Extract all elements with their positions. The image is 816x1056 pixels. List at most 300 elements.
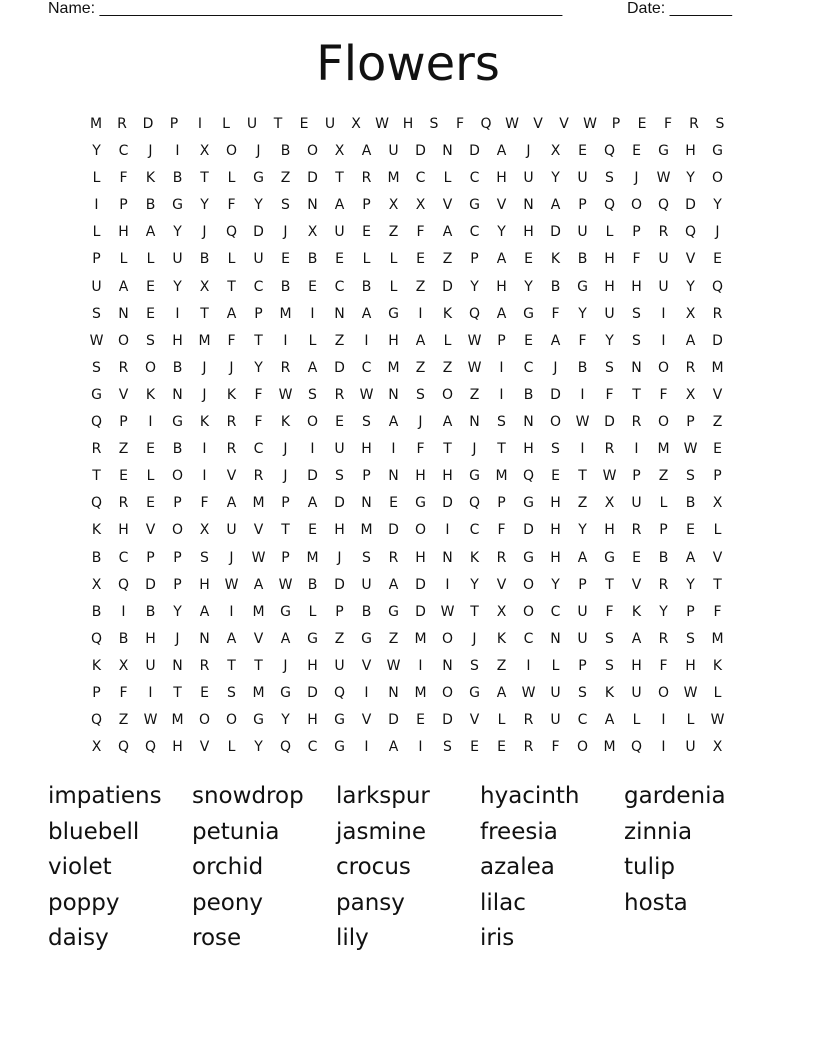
grid-letter[interactable]: V	[469, 712, 480, 729]
grid-letter[interactable]: D	[442, 712, 453, 729]
grid-letter[interactable]: Q	[603, 143, 616, 160]
grid-letter[interactable]: S	[605, 359, 614, 376]
grid-letter[interactable]: N	[334, 305, 345, 322]
grid-letter[interactable]: N	[172, 657, 183, 674]
grid-letter[interactable]: Q	[657, 197, 670, 214]
grid-letter[interactable]: L	[605, 224, 614, 241]
grid-letter[interactable]: R	[117, 116, 127, 132]
date-field[interactable]: Date: _______	[627, 0, 732, 17]
grid-letter[interactable]: L	[227, 170, 236, 187]
grid-letter[interactable]: A	[307, 359, 318, 376]
grid-letter[interactable]: Y	[605, 332, 614, 349]
grid-letter[interactable]: J	[148, 143, 153, 160]
grid-letter[interactable]: T	[227, 657, 236, 674]
grid-letter[interactable]: B	[361, 278, 372, 295]
grid-letter[interactable]: G	[712, 143, 723, 160]
grid-letter[interactable]: Y	[254, 197, 263, 214]
grid-letter[interactable]: B	[523, 386, 534, 403]
grid-letter[interactable]: I	[202, 468, 207, 485]
grid-letter[interactable]: L	[497, 712, 506, 729]
grid-letter[interactable]: H	[307, 657, 318, 674]
grid-letter[interactable]: Z	[388, 224, 399, 241]
grid-letter[interactable]: P	[578, 197, 587, 214]
grid-letter[interactable]: D	[604, 414, 615, 431]
grid-letter[interactable]: X	[685, 386, 696, 403]
grid-letter[interactable]: E	[416, 251, 425, 268]
grid-letter[interactable]: X	[550, 143, 561, 160]
grid-letter[interactable]: M	[414, 684, 427, 701]
grid-letter[interactable]: I	[364, 684, 369, 701]
grid-letter[interactable]: L	[551, 657, 560, 674]
grid-letter[interactable]: E	[146, 278, 155, 295]
grid-letter[interactable]: G	[172, 197, 183, 214]
grid-letter[interactable]: X	[307, 224, 318, 241]
grid-letter[interactable]: D	[142, 116, 154, 132]
grid-letter[interactable]: B	[145, 603, 156, 620]
grid-letter[interactable]: A	[496, 143, 507, 160]
grid-letter[interactable]: V	[685, 251, 696, 268]
grid-letter[interactable]: H	[307, 712, 318, 729]
grid-letter[interactable]: H	[145, 630, 156, 647]
grid-letter[interactable]: H	[604, 278, 615, 295]
grid-letter[interactable]: L	[443, 332, 452, 349]
grid-letter[interactable]: B	[550, 278, 561, 295]
grid-letter[interactable]: S	[335, 468, 344, 485]
grid-letter[interactable]: J	[283, 657, 288, 674]
grid-letter[interactable]: Q	[333, 684, 346, 701]
grid-letter[interactable]: S	[443, 739, 452, 756]
grid-letter[interactable]: J	[715, 224, 720, 241]
grid-letter[interactable]: T	[227, 278, 236, 295]
grid-letter[interactable]: C	[469, 522, 480, 539]
grid-letter[interactable]: P	[146, 549, 155, 566]
grid-letter[interactable]: Y	[686, 278, 695, 295]
grid-letter[interactable]: E	[200, 684, 209, 701]
grid-letter[interactable]: S	[281, 197, 290, 214]
grid-letter[interactable]: G	[334, 712, 345, 729]
grid-letter[interactable]: E	[713, 251, 722, 268]
grid-letter[interactable]: A	[361, 305, 372, 322]
grid-letter[interactable]: C	[415, 170, 426, 187]
grid-letter[interactable]: I	[197, 116, 203, 132]
grid-letter[interactable]: U	[361, 576, 372, 593]
grid-letter[interactable]: S	[416, 386, 425, 403]
grid-letter[interactable]: W	[521, 684, 536, 701]
grid-letter[interactable]: U	[577, 224, 588, 241]
grid-letter[interactable]: C	[550, 603, 561, 620]
grid-letter[interactable]: T	[200, 305, 209, 322]
grid-letter[interactable]: O	[144, 359, 157, 376]
grid-letter[interactable]: X	[496, 603, 507, 620]
grid-letter[interactable]: J	[202, 386, 207, 403]
grid-letter[interactable]: F	[497, 522, 506, 539]
grid-letter[interactable]: P	[470, 251, 479, 268]
grid-letter[interactable]: Q	[117, 739, 130, 756]
grid-letter[interactable]: H	[604, 522, 615, 539]
grid-letter[interactable]: I	[418, 657, 423, 674]
grid-letter[interactable]: U	[658, 278, 669, 295]
grid-letter[interactable]: P	[611, 116, 621, 132]
grid-letter[interactable]: I	[364, 332, 369, 349]
grid-letter[interactable]: S	[605, 170, 614, 187]
grid-letter[interactable]: Y	[551, 576, 560, 593]
grid-letter[interactable]: P	[173, 576, 182, 593]
grid-letter[interactable]: I	[94, 197, 99, 214]
grid-letter[interactable]: P	[713, 468, 722, 485]
grid-letter[interactable]: M	[279, 305, 292, 322]
grid-letter[interactable]: N	[172, 386, 183, 403]
grid-letter[interactable]: O	[171, 522, 184, 539]
grid-letter[interactable]: N	[388, 386, 399, 403]
grid-letter[interactable]: C	[253, 441, 264, 458]
grid-letter[interactable]: I	[661, 332, 666, 349]
grid-letter[interactable]: S	[200, 549, 209, 566]
grid-letter[interactable]: B	[307, 576, 318, 593]
grid-letter[interactable]: L	[632, 712, 641, 729]
grid-letter[interactable]: F	[254, 414, 263, 431]
grid-letter[interactable]: Z	[118, 441, 129, 458]
grid-letter[interactable]: A	[442, 224, 453, 241]
grid-letter[interactable]: B	[280, 278, 291, 295]
grid-letter[interactable]: I	[499, 386, 504, 403]
grid-letter[interactable]: S	[605, 630, 614, 647]
grid-letter[interactable]: F	[551, 305, 560, 322]
grid-letter[interactable]: G	[523, 549, 534, 566]
grid-letter[interactable]: S	[497, 414, 506, 431]
grid-letter[interactable]: D	[307, 170, 318, 187]
grid-letter[interactable]: D	[685, 197, 696, 214]
grid-letter[interactable]: X	[91, 739, 102, 756]
grid-letter[interactable]: D	[307, 684, 318, 701]
grid-letter[interactable]: E	[713, 441, 722, 458]
grid-letter[interactable]: D	[415, 143, 426, 160]
grid-letter[interactable]: B	[172, 359, 183, 376]
grid-letter[interactable]: N	[388, 684, 399, 701]
grid-letter[interactable]: U	[246, 116, 258, 132]
grid-letter[interactable]: D	[469, 143, 480, 160]
grid-letter[interactable]: P	[497, 495, 506, 512]
grid-letter[interactable]: R	[685, 359, 696, 376]
grid-letter[interactable]: R	[658, 630, 669, 647]
grid-letter[interactable]: A	[415, 332, 426, 349]
grid-letter[interactable]: R	[496, 549, 507, 566]
grid-letter[interactable]: W	[386, 657, 401, 674]
grid-letter[interactable]: O	[306, 414, 319, 431]
grid-letter[interactable]: B	[658, 549, 669, 566]
grid-letter[interactable]: L	[713, 684, 722, 701]
grid-letter[interactable]: B	[280, 143, 291, 160]
grid-letter[interactable]: J	[337, 549, 342, 566]
grid-letter[interactable]: P	[92, 684, 101, 701]
grid-letter[interactable]: L	[119, 251, 128, 268]
grid-letter[interactable]: I	[364, 739, 369, 756]
grid-letter[interactable]: V	[631, 576, 642, 593]
grid-letter[interactable]: A	[577, 549, 588, 566]
grid-letter[interactable]: S	[632, 305, 641, 322]
grid-letter[interactable]: R	[361, 170, 372, 187]
grid-letter[interactable]: O	[117, 332, 130, 349]
grid-letter[interactable]: E	[497, 739, 506, 756]
grid-letter[interactable]: V	[712, 386, 723, 403]
grid-letter[interactable]: I	[121, 603, 126, 620]
grid-letter[interactable]: I	[445, 522, 450, 539]
grid-letter[interactable]: E	[632, 143, 641, 160]
grid-letter[interactable]: G	[253, 712, 264, 729]
grid-letter[interactable]: S	[227, 684, 236, 701]
grid-letter[interactable]: T	[443, 441, 452, 458]
grid-letter[interactable]: T	[273, 116, 283, 132]
grid-letter[interactable]: Z	[415, 278, 426, 295]
grid-letter[interactable]: L	[146, 251, 155, 268]
grid-letter[interactable]: W	[143, 712, 158, 729]
grid-letter[interactable]: U	[658, 251, 669, 268]
grid-letter[interactable]: I	[418, 305, 423, 322]
grid-letter[interactable]: F	[632, 251, 641, 268]
grid-letter[interactable]: X	[199, 278, 210, 295]
grid-letter[interactable]: A	[388, 576, 399, 593]
grid-letter[interactable]: U	[334, 224, 345, 241]
grid-letter[interactable]: G	[334, 739, 345, 756]
grid-letter[interactable]: B	[685, 495, 696, 512]
grid-letter[interactable]: D	[334, 576, 345, 593]
grid-letter[interactable]: D	[145, 576, 156, 593]
grid-letter[interactable]: V	[361, 657, 372, 674]
grid-letter[interactable]: P	[362, 197, 371, 214]
grid-letter[interactable]: F	[713, 603, 722, 620]
grid-letter[interactable]: P	[632, 224, 641, 241]
grid-letter[interactable]: W	[467, 359, 482, 376]
grid-letter[interactable]: X	[334, 143, 345, 160]
grid-letter[interactable]: F	[455, 116, 465, 132]
grid-letter[interactable]: M	[657, 441, 670, 458]
grid-letter[interactable]: W	[251, 549, 266, 566]
grid-letter[interactable]: A	[199, 603, 210, 620]
grid-letter[interactable]: K	[469, 549, 480, 566]
grid-letter[interactable]: F	[551, 739, 560, 756]
grid-letter[interactable]: U	[334, 657, 345, 674]
grid-letter[interactable]: A	[334, 197, 345, 214]
grid-letter[interactable]: F	[416, 224, 425, 241]
grid-letter[interactable]: O	[630, 197, 643, 214]
grid-letter[interactable]: I	[148, 684, 153, 701]
grid-letter[interactable]: H	[496, 278, 507, 295]
grid-letter[interactable]: V	[145, 522, 156, 539]
grid-letter[interactable]: E	[146, 441, 155, 458]
grid-letter[interactable]: Y	[497, 224, 506, 241]
grid-letter[interactable]: A	[388, 739, 399, 756]
grid-letter[interactable]: M	[711, 359, 724, 376]
grid-letter[interactable]: W	[359, 386, 374, 403]
grid-letter[interactable]: F	[119, 170, 128, 187]
grid-letter[interactable]: I	[310, 441, 315, 458]
grid-letter[interactable]: T	[497, 441, 506, 458]
grid-letter[interactable]: R	[388, 549, 399, 566]
grid-letter[interactable]: E	[146, 305, 155, 322]
grid-letter[interactable]: N	[388, 468, 399, 485]
grid-letter[interactable]: X	[91, 576, 102, 593]
grid-letter[interactable]: I	[418, 739, 423, 756]
grid-letter[interactable]: Q	[522, 468, 535, 485]
grid-letter[interactable]: J	[283, 224, 288, 241]
grid-letter[interactable]: U	[631, 495, 642, 512]
grid-letter[interactable]: D	[523, 522, 534, 539]
grid-letter[interactable]: E	[308, 278, 317, 295]
grid-letter[interactable]: H	[172, 332, 183, 349]
grid-letter[interactable]: W	[602, 468, 617, 485]
grid-letter[interactable]: P	[659, 522, 668, 539]
grid-letter[interactable]: G	[361, 630, 372, 647]
grid-letter[interactable]: D	[712, 332, 723, 349]
grid-letter[interactable]: J	[553, 359, 558, 376]
grid-letter[interactable]: P	[686, 414, 695, 431]
grid-letter[interactable]: N	[523, 414, 534, 431]
grid-letter[interactable]: T	[254, 657, 263, 674]
grid-letter[interactable]: R	[334, 386, 345, 403]
grid-letter[interactable]: D	[442, 278, 453, 295]
grid-letter[interactable]: B	[91, 549, 102, 566]
grid-letter[interactable]: H	[631, 278, 642, 295]
grid-letter[interactable]: H	[199, 576, 210, 593]
grid-letter[interactable]: E	[281, 251, 290, 268]
grid-letter[interactable]: P	[686, 603, 695, 620]
grid-letter[interactable]: Y	[173, 224, 182, 241]
grid-letter[interactable]: K	[280, 414, 291, 431]
grid-letter[interactable]: M	[306, 549, 319, 566]
grid-letter[interactable]: D	[388, 522, 399, 539]
grid-letter[interactable]: K	[91, 522, 102, 539]
grid-letter[interactable]: R	[689, 116, 699, 132]
grid-letter[interactable]: B	[199, 251, 210, 268]
grid-letter[interactable]: X	[712, 739, 723, 756]
grid-letter[interactable]: E	[637, 116, 647, 132]
grid-letter[interactable]: V	[226, 468, 237, 485]
grid-letter[interactable]: J	[283, 441, 288, 458]
grid-letter[interactable]: M	[171, 712, 184, 729]
grid-letter[interactable]: F	[605, 603, 614, 620]
grid-letter[interactable]: O	[441, 386, 454, 403]
grid-letter[interactable]: I	[526, 657, 531, 674]
grid-letter[interactable]: B	[172, 441, 183, 458]
grid-letter[interactable]: K	[226, 386, 237, 403]
grid-letter[interactable]: W	[278, 386, 293, 403]
grid-letter[interactable]: S	[470, 657, 479, 674]
grid-letter[interactable]: Y	[173, 603, 182, 620]
grid-letter[interactable]: Z	[334, 332, 345, 349]
grid-letter[interactable]: B	[145, 197, 156, 214]
grid-letter[interactable]: O	[414, 522, 427, 539]
grid-letter[interactable]: D	[334, 359, 345, 376]
grid-letter[interactable]: Q	[117, 576, 130, 593]
grid-letter[interactable]: J	[175, 630, 180, 647]
grid-letter[interactable]: L	[92, 170, 101, 187]
grid-letter[interactable]: M	[495, 468, 508, 485]
grid-letter[interactable]: H	[442, 468, 453, 485]
grid-letter[interactable]: J	[283, 468, 288, 485]
grid-letter[interactable]: B	[118, 630, 129, 647]
grid-letter[interactable]: N	[469, 414, 480, 431]
grid-letter[interactable]: A	[550, 197, 561, 214]
grid-letter[interactable]: E	[416, 712, 425, 729]
grid-letter[interactable]: G	[523, 495, 534, 512]
grid-letter[interactable]: D	[442, 495, 453, 512]
grid-letter[interactable]: Y	[659, 603, 668, 620]
grid-letter[interactable]: A	[226, 495, 237, 512]
grid-letter[interactable]: P	[362, 468, 371, 485]
grid-letter[interactable]: T	[281, 522, 290, 539]
grid-letter[interactable]: S	[308, 386, 317, 403]
grid-letter[interactable]: E	[686, 522, 695, 539]
grid-letter[interactable]: H	[361, 441, 372, 458]
grid-letter[interactable]: A	[496, 684, 507, 701]
grid-letter[interactable]: O	[522, 576, 535, 593]
grid-letter[interactable]: A	[496, 251, 507, 268]
grid-letter[interactable]: R	[226, 441, 237, 458]
grid-letter[interactable]: F	[119, 684, 128, 701]
grid-letter[interactable]: G	[469, 684, 480, 701]
grid-letter[interactable]: S	[686, 468, 695, 485]
grid-letter[interactable]: O	[549, 414, 562, 431]
grid-letter[interactable]: V	[496, 576, 507, 593]
grid-letter[interactable]: A	[280, 630, 291, 647]
grid-letter[interactable]: L	[389, 278, 398, 295]
grid-letter[interactable]: H	[118, 224, 129, 241]
grid-letter[interactable]: C	[253, 278, 264, 295]
grid-letter[interactable]: R	[280, 359, 291, 376]
grid-letter[interactable]: K	[145, 170, 156, 187]
grid-letter[interactable]: X	[388, 197, 399, 214]
grid-letter[interactable]: N	[307, 197, 318, 214]
grid-letter[interactable]: U	[388, 143, 399, 160]
grid-letter[interactable]: P	[578, 576, 587, 593]
grid-letter[interactable]: J	[202, 224, 207, 241]
grid-letter[interactable]: Z	[388, 630, 399, 647]
grid-letter[interactable]: S	[632, 332, 641, 349]
grid-letter[interactable]: Q	[468, 305, 481, 322]
grid-letter[interactable]: U	[577, 630, 588, 647]
grid-letter[interactable]: E	[470, 739, 479, 756]
grid-letter[interactable]: I	[148, 414, 153, 431]
grid-letter[interactable]: Q	[468, 495, 481, 512]
grid-letter[interactable]: G	[307, 630, 318, 647]
grid-letter[interactable]: D	[550, 386, 561, 403]
grid-letter[interactable]: F	[254, 386, 263, 403]
grid-letter[interactable]: Z	[442, 359, 453, 376]
grid-letter[interactable]: W	[224, 576, 239, 593]
grid-letter[interactable]: P	[173, 495, 182, 512]
grid-letter[interactable]: H	[631, 657, 642, 674]
grid-letter[interactable]: L	[389, 251, 398, 268]
grid-letter[interactable]: Y	[173, 278, 182, 295]
grid-letter[interactable]: T	[605, 576, 614, 593]
grid-letter[interactable]: L	[362, 251, 371, 268]
grid-letter[interactable]: S	[429, 116, 439, 132]
grid-letter[interactable]: Z	[712, 414, 723, 431]
grid-letter[interactable]: Z	[496, 657, 507, 674]
grid-letter[interactable]: C	[334, 278, 345, 295]
grid-letter[interactable]: U	[324, 116, 336, 132]
grid-letter[interactable]: X	[604, 495, 615, 512]
grid-letter[interactable]: I	[310, 305, 315, 322]
grid-letter[interactable]: T	[173, 684, 182, 701]
grid-letter[interactable]: Y	[470, 576, 479, 593]
grid-letter[interactable]: Z	[280, 170, 291, 187]
grid-letter[interactable]: W	[683, 684, 698, 701]
grid-letter[interactable]: K	[145, 386, 156, 403]
grid-letter[interactable]: X	[118, 657, 129, 674]
grid-letter[interactable]: O	[657, 414, 670, 431]
grid-letter[interactable]: Q	[480, 116, 492, 132]
grid-letter[interactable]: P	[92, 251, 101, 268]
